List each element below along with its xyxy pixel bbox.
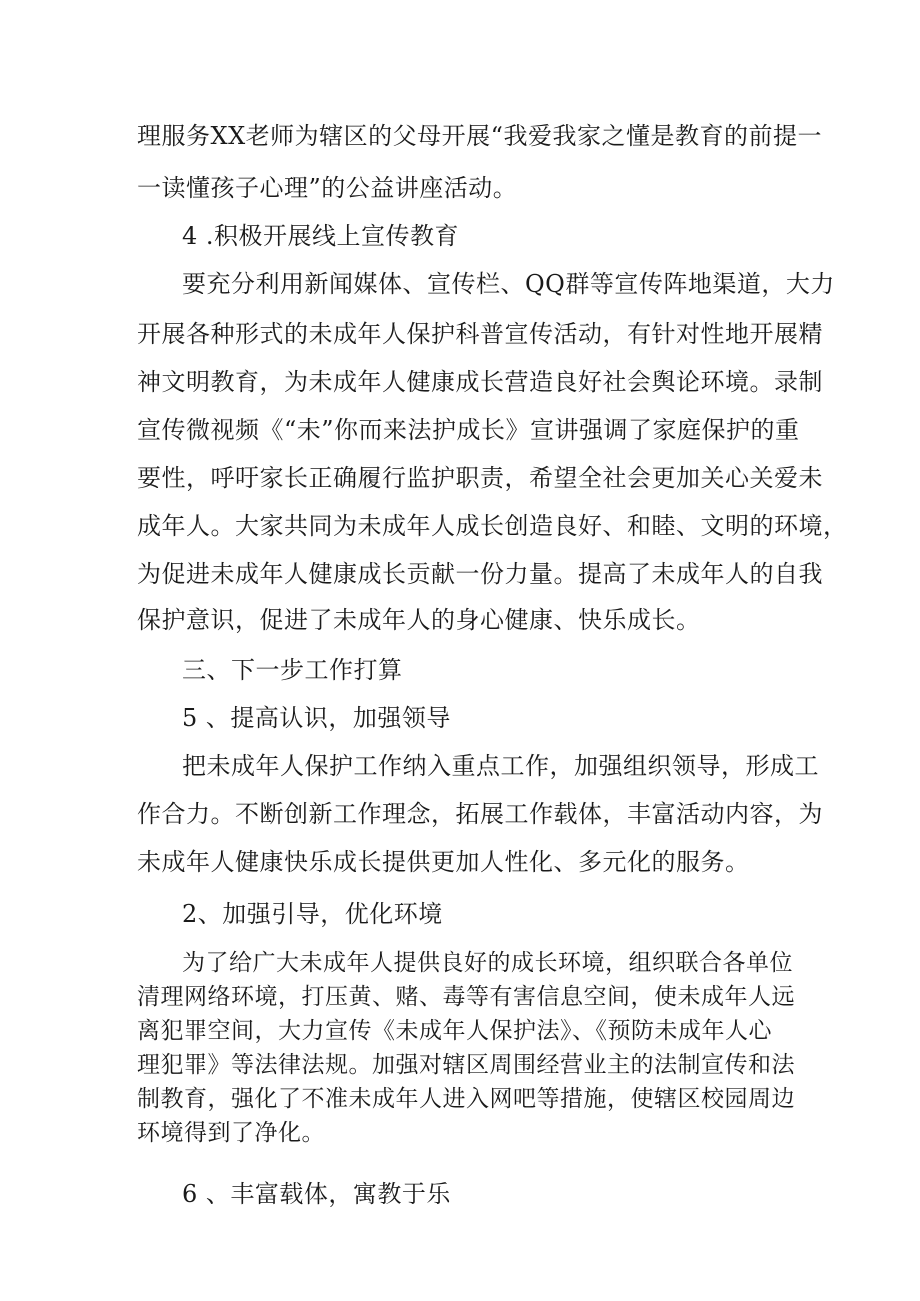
- section-heading: 三、下一步工作打算: [182, 656, 403, 684]
- text-line: 一读懂孩子心理”的公益讲座活动。: [137, 174, 518, 202]
- text-line: 未成年人健康快乐成长提供更加人性化、多元化的服务。: [137, 848, 750, 876]
- text-line: 宣传微视频《“未”你而来法护成长》宣讲强调了家庭保护的重: [137, 416, 800, 444]
- text-line: 把未成年人保护工作纳入重点工作，加强组织领导，形成工: [182, 752, 819, 780]
- section-heading: 6 、丰富载体，寓教于乐: [182, 1180, 451, 1208]
- text-line: 环境得到了净化。: [137, 1120, 325, 1146]
- text-line: 保护意识，促进了未成年人的身心健康、快乐成长。: [137, 606, 701, 634]
- text-line: 理犯罪》等法律法规。加强对辖区周围经营业主的法制宣传和法: [137, 1052, 795, 1078]
- section-heading: 4 .积极开展线上宣传教育: [182, 222, 460, 250]
- text-line: 要充分利用新闻媒体、宣传栏、QQ群等宣传阵地渠道，大力: [182, 270, 835, 298]
- text-line: 清理网络环境，打压黄、赌、毒等有害信息空间，使未成年人远: [137, 984, 795, 1010]
- text-line: 神文明教育，为未成年人健康成长营造良好社会舆论环境。录制: [137, 368, 823, 396]
- text-line: 理服务XX老师为辖区的父母开展“我爱我家之懂是教育的前提一: [137, 122, 822, 150]
- section-heading: 5 、提高认识，加强领导: [182, 704, 451, 732]
- text-line: 为促进未成年人健康成长贡献一份力量。提高了未成年人的自我: [137, 560, 823, 588]
- text-line: 开展各种形式的未成年人保护科普宣传活动，有针对性地开展精: [137, 320, 823, 348]
- text-line: 离犯罪空间，大力宣传《未成年人保护法》、《预防未成年人心: [137, 1018, 772, 1044]
- text-line: 制教育，强化了不准未成年人进入网吧等措施，使辖区校园周边: [137, 1086, 795, 1112]
- text-line: 成年人。大家共同为未成年人成长创造良好、和睦、文明的环境，: [137, 512, 848, 540]
- text-line: 要性，呼吁家长正确履行监护职责，希望全社会更加关心关爱未: [137, 464, 823, 492]
- section-heading: 2、加强引导，优化环境: [182, 900, 443, 928]
- text-line: 为了给广大未成年人提供良好的成长环境，组织联合各单位: [182, 950, 793, 976]
- text-line: 作合力。不断创新工作理念，拓展工作载体，丰富活动内容，为: [137, 800, 823, 828]
